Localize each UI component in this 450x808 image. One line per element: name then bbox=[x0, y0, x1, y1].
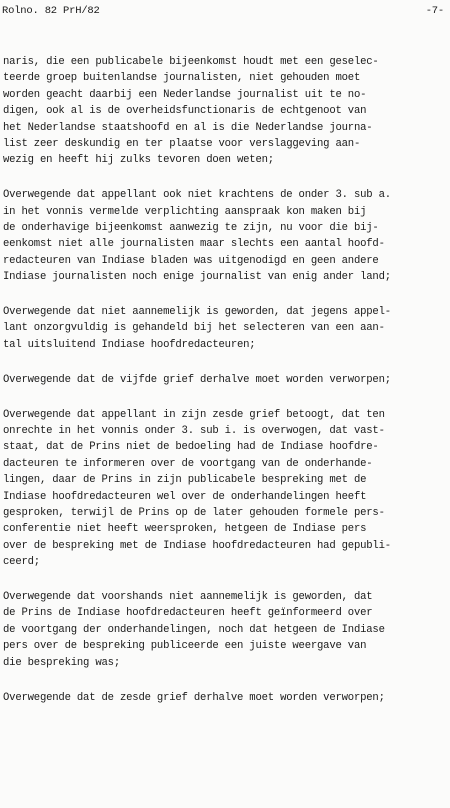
text-line: lingen, daar de Prins in zijn publicabele bespreking met de bbox=[3, 474, 367, 487]
text-line: in het vonnis vermelde verplichting aanspraak kon maken bij bbox=[3, 205, 367, 218]
text-line: gesproken, terwijl de Prins op de later gehouden formele pers- bbox=[3, 506, 385, 519]
text-line: Overwegende dat voorshands niet aannemelijk is geworden, dat bbox=[3, 591, 373, 604]
paragraph bbox=[3, 690, 449, 706]
text-line: lant onzorgvuldig is gehandeld bij het selecteren van een aan- bbox=[3, 322, 385, 335]
text-line: de onderhavige bijeenkomst aanwezig te zijn, nu voor die bij- bbox=[3, 222, 379, 235]
text-line: teerde groep buitenlandse journalisten, niet gehouden moet bbox=[3, 72, 361, 85]
text-line: list zeer deskundig en ter plaatse voor verslaggeving aan- bbox=[3, 137, 361, 150]
text-line: Overwegende dat appellant ook niet krachtens de onder 3. sub a. bbox=[3, 189, 391, 202]
paragraph bbox=[3, 407, 449, 571]
text-line: over de bespreking met de Indiase hoofdredacteuren had gepubli- bbox=[3, 539, 391, 552]
text-line: ceerd; bbox=[3, 556, 40, 569]
text-line: redacteuren van Indiase bladen was uitgenodigd en geen andere bbox=[3, 254, 379, 267]
text-line: Overwegende dat niet aannemelijk is geworden, dat jegens appel- bbox=[3, 306, 391, 319]
text-line: Indiase hoofdredacteuren wel over de onderhandelingen heeft bbox=[3, 490, 367, 503]
text-line: Overwegende dat de zesde grief derhalve moet worden verworpen; bbox=[3, 691, 385, 704]
text-line: conferentie niet heeft weersproken, hetgeen de Indiase pers bbox=[3, 523, 367, 536]
text-line: tal uitsluitend Indiase hoofdredacteuren; bbox=[3, 338, 256, 351]
paragraph bbox=[3, 589, 449, 671]
text-line: Overwegende dat de vijfde grief derhalve moet worden verworpen; bbox=[3, 373, 391, 386]
page-number: -7- bbox=[425, 5, 444, 17]
paragraph bbox=[3, 304, 449, 353]
text-line: pers over de bespreking publiceerde een juiste weergave van bbox=[3, 640, 367, 653]
text-line: naris, die een publicabele bijeenkomst houdt met een geselec- bbox=[3, 56, 379, 68]
text-line: digen, ook al is de overheidsfunctionaris de echtgenoot van bbox=[3, 105, 367, 118]
text-line: het Nederlandse staatshoofd en al is die Nederlandse journa- bbox=[3, 121, 373, 134]
case-reference: Rolno. 82 PrH/82 bbox=[2, 5, 100, 17]
text-line: Indiase journalisten noch enige journalist van enig ander land; bbox=[3, 271, 391, 284]
text-line: staat, dat de Prins niet de bedoeling had de Indiase hoofdre- bbox=[3, 441, 379, 454]
text-line: eenkomst niet alle journalisten maar slechts een aantal hoofd- bbox=[3, 238, 385, 251]
text-line: Overwegende dat appellant in zijn zesde grief betoogt, dat ten bbox=[3, 408, 385, 421]
text-line: de Prins de Indiase hoofdredacteuren heeft geïnformeerd over bbox=[3, 607, 373, 620]
text-line: wezig en heeft hij zulks tevoren doen weten; bbox=[3, 154, 274, 167]
paragraph bbox=[3, 54, 449, 169]
text-line: de voortgang der onderhandelingen, noch dat hetgeen de Indiase bbox=[3, 623, 385, 636]
text-line: die bespreking was; bbox=[3, 656, 120, 669]
paragraph bbox=[3, 372, 449, 388]
document-body bbox=[3, 54, 449, 724]
text-line: onrechte in het vonnis onder 3. sub i. is overwogen, dat vast- bbox=[3, 425, 385, 438]
text-line: worden geacht daarbij een Nederlandse journalist uit te no- bbox=[3, 88, 367, 101]
page-header bbox=[2, 4, 444, 18]
paragraph bbox=[3, 187, 449, 285]
text-line: dacteuren te informeren over de voortgang van de onderhande- bbox=[3, 457, 373, 470]
